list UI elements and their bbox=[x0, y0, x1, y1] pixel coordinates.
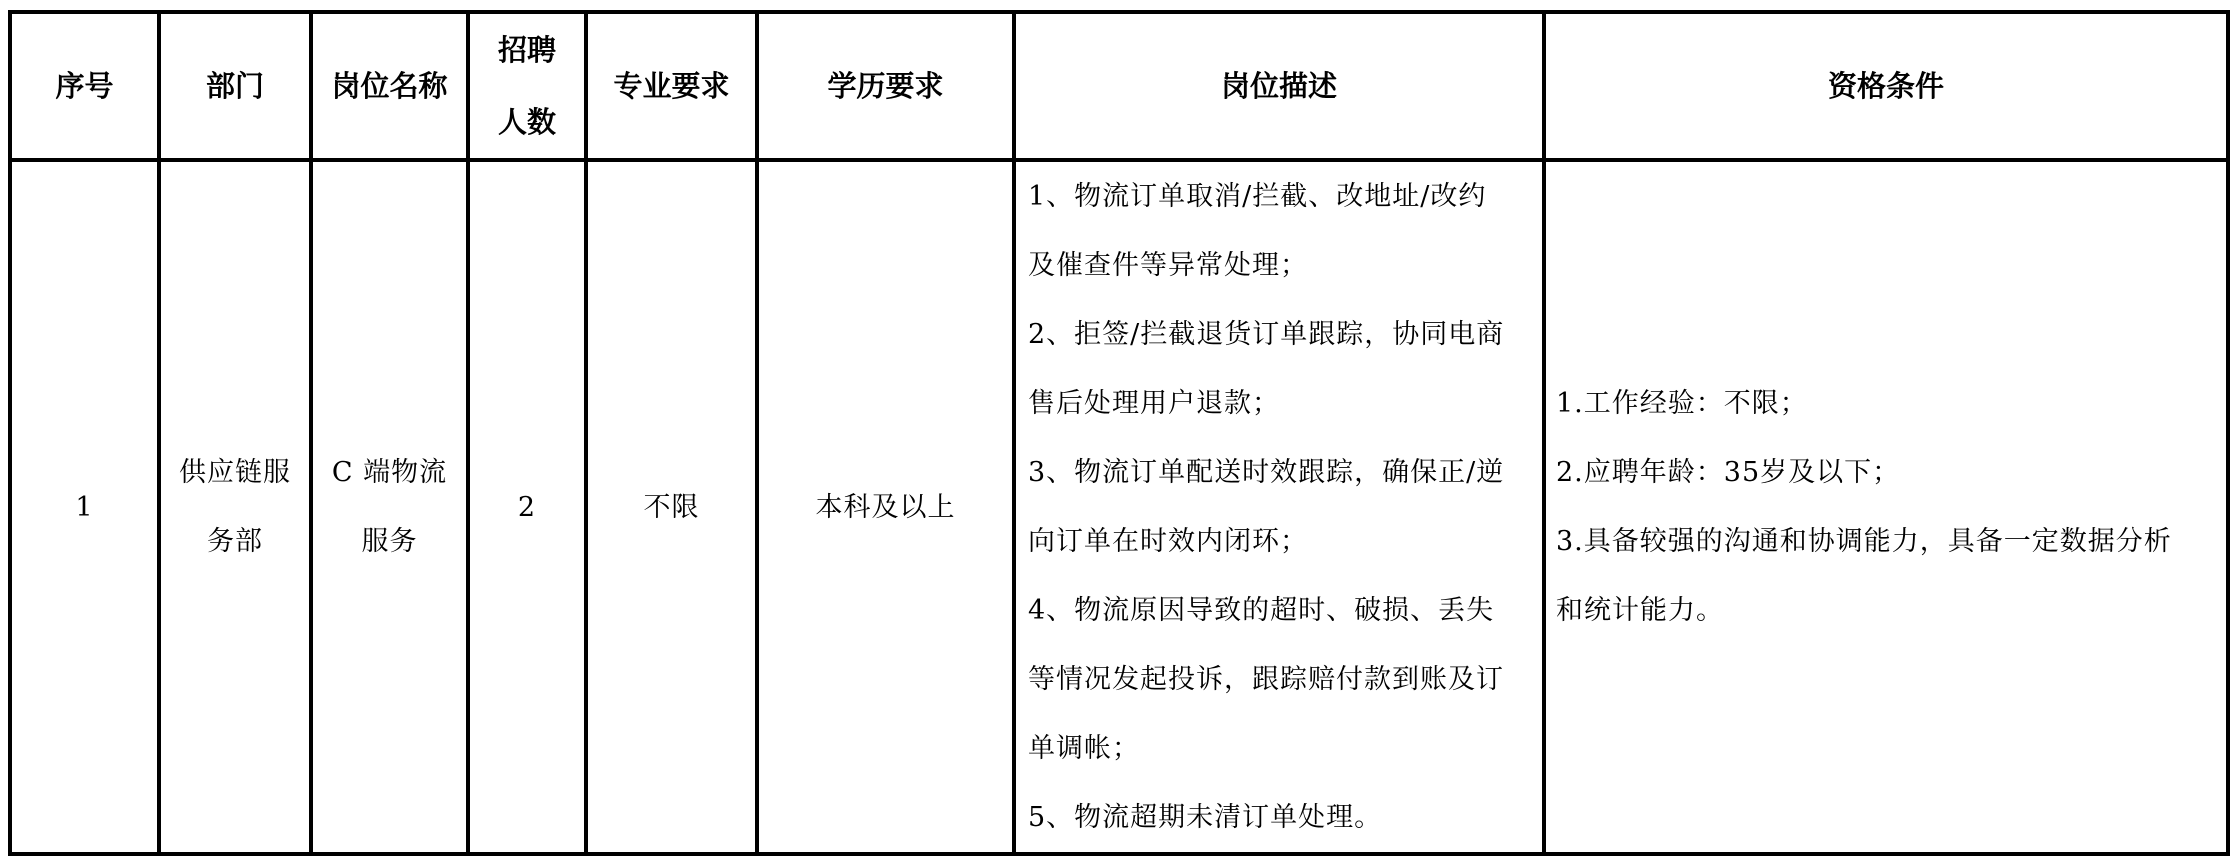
column-header-department-label: 部门 bbox=[205, 69, 264, 103]
column-header-major bbox=[586, 12, 757, 160]
description-line: 4、物流原因导致的超时、破损、丢失 bbox=[1028, 595, 1495, 626]
table-row bbox=[10, 160, 2228, 854]
description-line: 等情况发起投诉，跟踪赔付款到账及订 bbox=[1028, 664, 1504, 695]
position-line-1: C 端物流 bbox=[331, 457, 448, 488]
major-value: 不限 bbox=[643, 491, 700, 523]
table-header-row bbox=[10, 12, 2228, 160]
cell-serial bbox=[10, 160, 159, 854]
column-header-qualifications bbox=[1544, 12, 2228, 160]
description-line: 及催查件等异常处理； bbox=[1028, 250, 1308, 281]
column-header-serial bbox=[10, 12, 159, 160]
description-line: 售后处理用户退款； bbox=[1028, 388, 1280, 419]
column-header-headcount-line-1: 招聘 bbox=[497, 33, 556, 67]
department-line-2: 务部 bbox=[207, 526, 263, 557]
column-header-education-label: 学历要求 bbox=[827, 69, 944, 103]
description-line: 5、物流超期未清订单处理。 bbox=[1028, 802, 1383, 833]
column-header-headcount bbox=[468, 12, 586, 160]
qualification-line: 和统计能力。 bbox=[1556, 595, 1724, 626]
column-header-major-label: 专业要求 bbox=[613, 69, 730, 103]
qualification-line: 3.具备较强的沟通和协调能力，具备一定数据分析 bbox=[1556, 526, 2172, 557]
column-header-department bbox=[159, 12, 311, 160]
cell-position bbox=[311, 160, 468, 854]
qualification-line: 2.应聘年龄：35岁及以下； bbox=[1556, 457, 1901, 488]
description-line: 单调帐； bbox=[1028, 733, 1140, 764]
department-line-1: 供应链服 bbox=[179, 457, 291, 488]
cell-education bbox=[757, 160, 1014, 854]
description-line: 3、物流订单配送时效跟踪，确保正/逆 bbox=[1028, 457, 1505, 488]
column-header-serial-label: 序号 bbox=[55, 69, 114, 103]
qualification-line: 1.工作经验：不限； bbox=[1556, 388, 1808, 419]
description-line: 向订单在时效内闭环； bbox=[1028, 526, 1308, 557]
position-line-2: 服务 bbox=[361, 526, 418, 557]
column-header-position-label: 岗位名称 bbox=[331, 69, 448, 103]
serial-value: 1 bbox=[75, 491, 94, 523]
column-header-qualifications-label: 资格条件 bbox=[1827, 69, 1944, 103]
cell-department bbox=[159, 160, 311, 854]
description-line: 2、拒签/拦截退货订单跟踪，协同电商 bbox=[1028, 319, 1505, 350]
cell-description bbox=[1014, 160, 1544, 854]
column-header-position bbox=[311, 12, 468, 160]
column-header-education bbox=[757, 12, 1014, 160]
cell-qualifications bbox=[1544, 160, 2228, 854]
description-line: 1、物流订单取消/拦截、改地址/改约 bbox=[1028, 181, 1487, 212]
education-value: 本科及以上 bbox=[815, 491, 956, 523]
column-header-headcount-line-2: 人数 bbox=[497, 105, 556, 139]
cell-major bbox=[586, 160, 757, 854]
cell-headcount bbox=[468, 160, 586, 854]
recruitment-table bbox=[8, 10, 2230, 856]
column-header-description-label: 岗位描述 bbox=[1220, 69, 1337, 103]
column-header-description bbox=[1014, 12, 1544, 160]
headcount-value: 2 bbox=[517, 491, 537, 523]
